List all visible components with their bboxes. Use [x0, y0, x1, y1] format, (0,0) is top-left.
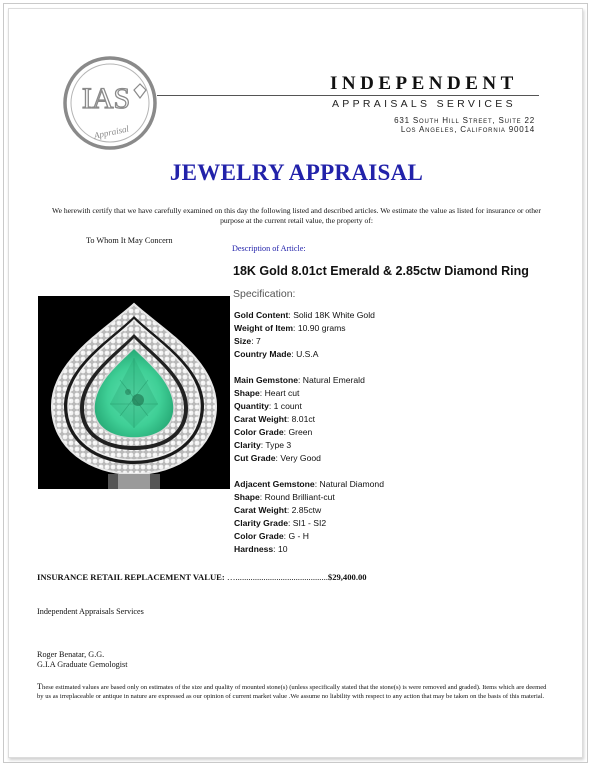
- spec-size: Size: 7: [234, 335, 261, 346]
- insurance-label: INSURANCE RETAIL REPLACEMENT VALUE:: [37, 572, 225, 582]
- spec-main-carat: Carat Weight: 8.01ct: [234, 413, 316, 424]
- spec-country: Country Made: U.S.A: [234, 348, 319, 359]
- footer-company: Independent Appraisals Services: [37, 607, 144, 616]
- spec-main-color: Color Grade: Green: [234, 426, 313, 437]
- recipient: To Whom It May Concern: [86, 236, 173, 245]
- specification-list: [234, 309, 384, 555]
- company-subtitle: APPRAISALS SERVICES: [332, 98, 516, 110]
- logo-text: IAS: [81, 82, 131, 115]
- insurance-value-line: [37, 572, 367, 582]
- certification-text: We herewith certify that we have carefully examined on this day the following listed and described articles. We estimate the value as listed for insurance or other purpose at the current retail value, the property of:: [52, 206, 541, 225]
- spec-gold-content: Gold Content: Solid 18K White Gold: [234, 310, 375, 320]
- spec-adjacent-carat: Carat Weight: 2.85ctw: [234, 504, 322, 515]
- header-rule: [157, 95, 539, 96]
- spec-adjacent-color: Color Grade: G - H: [234, 530, 309, 541]
- disclaimer-initial: T: [37, 682, 43, 691]
- document-title: JEWELRY APPRAISAL: [169, 160, 424, 185]
- spec-main-shape: Shape: Heart cut: [234, 388, 300, 399]
- logo-subtext: Appraisal: [92, 123, 130, 141]
- company-name: INDEPENDENT: [330, 73, 518, 94]
- description-label: Description of Article:: [232, 244, 306, 253]
- spec-hardness: Hardness: 10: [234, 543, 288, 554]
- spec-clarity-grade: Clarity Grade: SI1 - SI2: [234, 517, 327, 528]
- spec-adjacent-shape: Shape: Round Brilliant-cut: [234, 491, 335, 502]
- address-line-2: Los Angeles, California 90014: [400, 125, 535, 134]
- signature-block: [37, 650, 128, 670]
- spec-quantity: Quantity: 1 count: [234, 400, 302, 411]
- disclaimer: [37, 682, 552, 701]
- signer-title: G.I.A Graduate Gemologist: [37, 660, 128, 669]
- emerald-ring-image: [38, 296, 230, 489]
- item-title: 18K Gold 8.01ct Emerald & 2.85ctw Diamond Ring: [233, 264, 529, 278]
- ring-photo: [38, 296, 230, 489]
- insurance-value: $29,400.00: [327, 572, 367, 582]
- spec-clarity: Clarity: Type 3: [234, 439, 292, 450]
- spec-weight: Weight of Item: 10.90 grams: [234, 322, 346, 333]
- disclaimer-text: hese estimated values are based only on estimates of the size and quality of mounted stone(s) (unless specifically stated that the stone(s) is were removed and graded). Items which are deemed by us as irreplaceable or antique in nature are expressed as our opinion of current market value .We assume no liability with respect to any action that may be taken on the basis of this material.: [37, 684, 547, 700]
- insurance-leader: …...........................................: [226, 572, 328, 582]
- signer-name: Roger Benatar, G.G.: [37, 650, 105, 659]
- spec-cut-grade: Cut Grade: Very Good: [234, 452, 321, 463]
- specification-label: Specification:: [233, 288, 296, 300]
- spec-main-gemstone: Main Gemstone: Natural Emerald: [234, 375, 365, 386]
- ias-logo: [62, 55, 158, 151]
- spec-adjacent-gemstone: Adjacent Gemstone: Natural Diamond: [234, 478, 384, 489]
- address-line-1: 631 South Hill Street, Suite 22: [394, 116, 535, 125]
